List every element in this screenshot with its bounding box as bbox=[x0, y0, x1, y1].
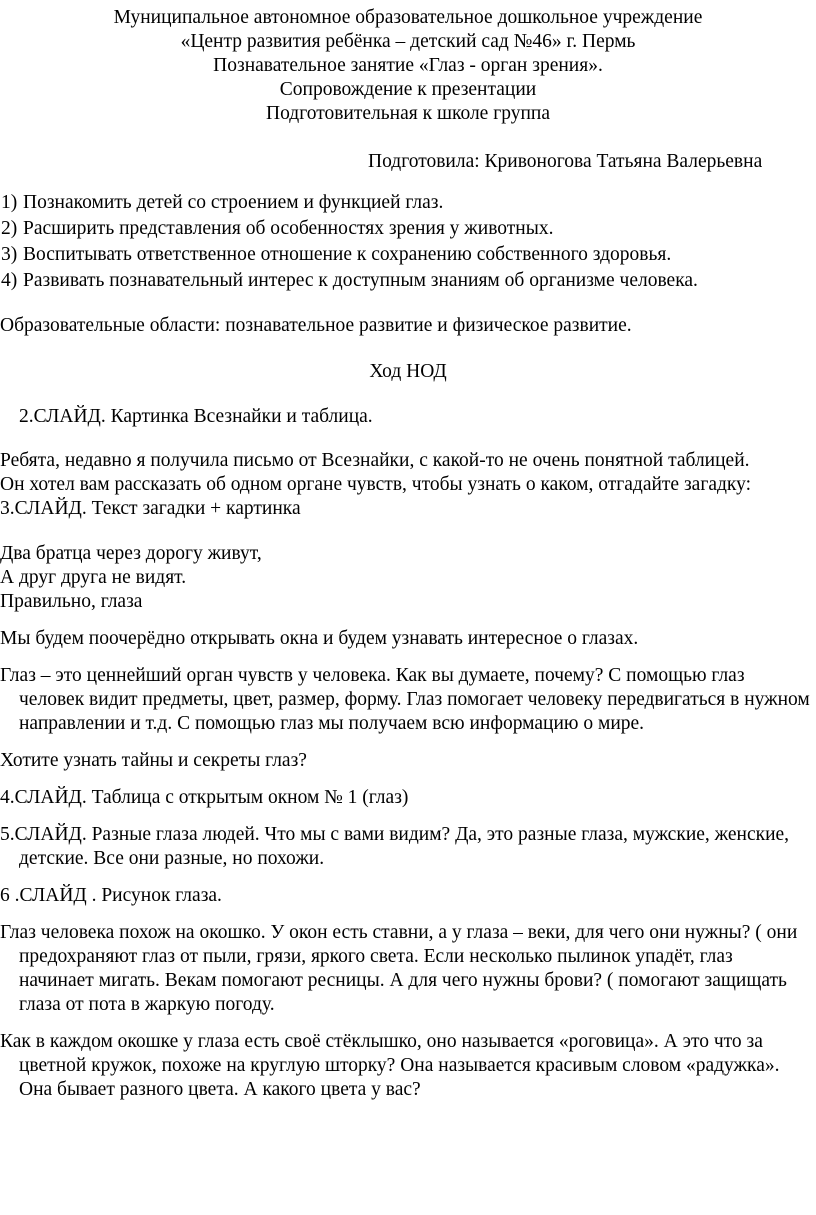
riddle-block bbox=[0, 542, 816, 614]
document-header bbox=[0, 0, 816, 126]
author-line: Подготовила: Кривоногова Татьяна Валерьевна bbox=[368, 151, 763, 172]
riddle-line: Два братца через дорогу живут, bbox=[0, 543, 262, 564]
lesson-subtitle: Сопровождение к презентации bbox=[279, 79, 537, 100]
slide-3-heading: 3.СЛАЙД. Текст загадки + картинка bbox=[0, 498, 301, 519]
paragraph-letter: Ребята, недавно я получила письмо от Всезнайки, с какой-то не очень понятной таблицей. bbox=[0, 450, 750, 471]
slide-6-heading: 6 .СЛАЙД . Рисунок глаза. bbox=[0, 885, 222, 906]
slide-4-heading: 4.СЛАЙД. Таблица с открытым окном № 1 (глаз) bbox=[0, 787, 409, 808]
institution-name-line: «Центр развития ребёнка – детский сад №46» г. Пермь bbox=[180, 31, 636, 52]
slide-5-heading: 5.СЛАЙД. Разные глаза людей. Что мы с вами видим? Да, это разные глаза, мужские, женские, детские. Все они разные, но похожи. bbox=[0, 824, 790, 869]
lesson-title: Познавательное занятие «Глаз - орган зрения». bbox=[213, 55, 603, 76]
educational-areas: Образовательные области: познавательное развитие и физическое развитие. bbox=[0, 315, 632, 336]
riddle-answer: Правильно, глаза bbox=[0, 591, 143, 612]
institution-line: Муниципальное автономное образовательное дошкольное учреждение bbox=[113, 7, 703, 28]
slide-2-heading: 2.СЛАЙД. Картинка Всезнайки и таблица. bbox=[19, 406, 373, 427]
paragraph-eyelids: Глаз человека похож на окошко. У окон есть ставни, а у глаза – веки, для чего они нужны? ( они предохраняют глаз от пыли, грязи, яркого света. Если несколько пылинок упадёт, глаз начинает мигать. Векам помогают ресницы. А для чего нужны брови? ( помогают защищать глаза от пота в жаркую погоду. bbox=[0, 922, 798, 1015]
paragraph-riddle-intro: Он хотел вам рассказать об одном органе чувств, чтобы узнать о каком, отгадайте загадку: bbox=[0, 474, 752, 495]
goals-list bbox=[0, 190, 816, 294]
paragraph-cornea-iris: Как в каждом окошке у глаза есть своё стёклышко, оно называется «роговица». А это что за цветной кружок, похоже на круглую шторку? Она называется красивым словом «радужка». Она бывает разного цвета. А какого цвета у вас? bbox=[0, 1031, 780, 1100]
goal-item: 2) Расширить представления об особенностях зрения у животных. bbox=[1, 218, 554, 239]
paragraph-eye-value: Глаз – это ценнейший орган чувств у человека. Как вы думаете, почему? С помощью глаз человек видит предметы, цвет, размер, форму. Глаз помогает человеку передвигаться в нужном направлении и т.д. С помощью глаз мы получаем всю информацию о мире. bbox=[0, 665, 810, 734]
group-line: Подготовительная к школе группа bbox=[266, 103, 550, 124]
goal-item: 4) Развивать познавательный интерес к доступным знаниям об организме человека. bbox=[1, 270, 698, 291]
riddle-line: А друг друга не видят. bbox=[0, 567, 187, 588]
paragraph-secrets: Хотите узнать тайны и секреты глаз? bbox=[0, 750, 307, 771]
course-title: Ход НОД bbox=[369, 361, 447, 382]
goal-item: 3) Воспитывать ответственное отношение к сохранению собственного здоровья. bbox=[1, 244, 672, 265]
paragraph-windows: Мы будем поочерёдно открывать окна и будем узнавать интересное о глазах. bbox=[0, 628, 639, 649]
goal-item: 1) Познакомить детей со строением и функцией глаз. bbox=[1, 192, 444, 213]
